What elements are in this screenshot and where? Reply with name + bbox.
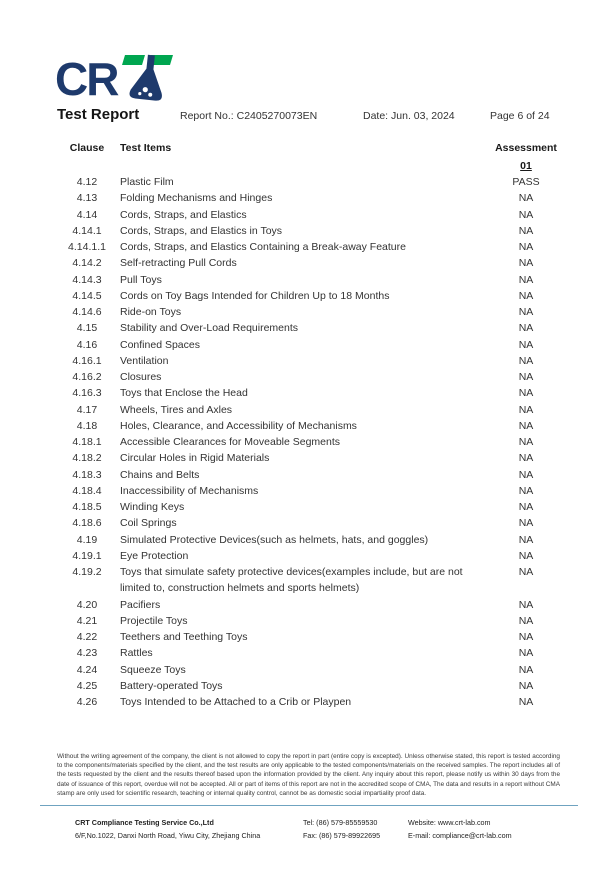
item-cell: Pull Toys — [120, 273, 162, 286]
table-row — [57, 369, 560, 385]
table-row — [57, 613, 560, 629]
item-cell: Squeeze Toys — [120, 663, 186, 676]
table-row — [57, 548, 560, 564]
assessment-cell: NA — [518, 436, 534, 448]
clause-cell: 4.23 — [76, 647, 98, 660]
item-cell: Ventilation — [120, 354, 169, 367]
clause-cell: 4.14.1 — [72, 224, 102, 237]
clause-cell: 4.16.2 — [72, 371, 102, 383]
table-row — [57, 402, 560, 418]
clause-cell: 4.19.1 — [72, 549, 102, 562]
assessment-cell: NA — [518, 289, 534, 302]
table-row — [57, 450, 560, 466]
assessment-cell: NA — [518, 273, 534, 286]
assessment-sample-number: 01 — [520, 160, 532, 172]
assessment-cell: NA — [518, 663, 534, 676]
clause-cell: 4.14.1.1 — [68, 241, 106, 253]
footer-web-block — [408, 817, 512, 842]
clause-cell: 4.18.4 — [72, 484, 102, 497]
clause-cell: 4.14.3 — [72, 273, 102, 286]
clause-cell: 4.18.6 — [72, 517, 102, 530]
item-cell: Ride-on Toys — [120, 306, 182, 318]
clause-cell: 4.24 — [76, 663, 98, 676]
table-header-row — [57, 141, 560, 156]
assessment-cell: NA — [518, 338, 534, 351]
clause-cell: 4.18.3 — [72, 468, 102, 481]
item-cell: Closures — [120, 371, 162, 383]
flask-logo-icon — [121, 54, 177, 106]
assessment-cell: NA — [518, 354, 534, 367]
item-cell: Cords, Straps, and Elastics Containing a Break-away Feature — [120, 241, 406, 253]
table-row — [57, 304, 560, 320]
report-date: Date: Jun. 03, 2024 — [363, 110, 455, 122]
item-cell: Wheels, Tires and Axles — [120, 403, 233, 416]
clause-cell: 4.25 — [76, 679, 98, 692]
assessment-cell: NA — [518, 306, 534, 318]
item-cell: Cords, Straps, and Elastics in Toys — [120, 224, 283, 237]
clause-cell: 4.18.5 — [72, 501, 102, 513]
table-row — [57, 662, 560, 678]
assessment-cell: NA — [518, 208, 534, 221]
table-row — [57, 255, 560, 271]
clause-cell: 4.14.2 — [72, 257, 102, 270]
table-row — [57, 239, 560, 255]
item-cell: Folding Mechanisms and Hinges — [120, 192, 273, 205]
table-row — [57, 564, 560, 597]
clause-cell: 4.18.1 — [72, 436, 102, 448]
clause-cell: 4.22 — [76, 631, 98, 643]
item-cell: Pacifiers — [120, 598, 161, 611]
table-row — [57, 174, 560, 190]
company-fax: Fax: (86) 579-89922695 — [303, 830, 381, 840]
clause-cell: 4.20 — [76, 598, 98, 611]
clause-cell: 4.17 — [76, 403, 98, 416]
clause-cell: 4.15 — [76, 322, 98, 335]
item-cell: Self-retracting Pull Cords — [120, 257, 237, 270]
item-cell: Cords, Straps, and Elastics — [120, 208, 247, 221]
item-cell: Rattles — [120, 647, 153, 660]
footer-company-block — [75, 817, 303, 842]
clause-cell: 4.14.5 — [72, 289, 102, 302]
disclaimer-text: Without the writing agreement of the company, the client is not allowed to copy the report in part (entire copy is excepted). Unless otherwise stated, this report is tested according to the components/materials specified by the client, and the test results are only applicable to the tested components/materials on the received samples. The report includes all of the tests requested by the client and the results thereof based upon the information provided by the client. Any inquiry about this report, please notify us within 30 days from the date of issuance of this report, overdue will not be accepted. All or part of items of this report are not in the accredited scope of CMA, The data and results in a report without CMA stamp are only used for scientific research, teaching or internal quality control, cannot be as domestic social impartiality proof data. — [57, 753, 560, 797]
clause-cell: 4.18.2 — [72, 452, 102, 465]
item-cell: Toys Intended to be Attached to a Crib or Playpen — [120, 696, 352, 708]
table-row — [57, 288, 560, 304]
item-cell: Chains and Belts — [120, 468, 200, 481]
table-row — [57, 515, 560, 531]
footer-divider — [40, 805, 578, 806]
company-email: E-mail: compliance@crt-lab.com — [408, 830, 512, 840]
clause-cell: 4.21 — [76, 614, 98, 627]
clause-cell: 4.16.1 — [72, 354, 102, 367]
footer-contact-block — [303, 817, 380, 842]
item-cell: Plastic Film — [120, 176, 174, 188]
assessment-cell: NA — [518, 566, 534, 578]
assessment-cell: NA — [518, 517, 534, 530]
item-cell: Cords on Toy Bags Intended for Children Up to 18 Months — [120, 289, 390, 302]
assessment-subheader-row — [57, 156, 560, 174]
assessment-cell: NA — [518, 647, 534, 660]
company-website: Website: www.crt-lab.com — [408, 818, 491, 827]
clause-cell: 4.18 — [76, 419, 98, 432]
table-row — [57, 190, 560, 206]
clause-cell: 4.14.6 — [72, 306, 102, 318]
assessment-cell: NA — [518, 224, 534, 237]
table-row — [57, 418, 560, 434]
company-name: CRT Compliance Testing Service Co.,Ltd — [75, 818, 214, 827]
item-cell: Battery-operated Toys — [120, 679, 223, 692]
table-row — [57, 645, 560, 661]
item-cell: Eye Protection — [120, 549, 189, 562]
assessment-cell: NA — [518, 241, 534, 253]
test-items-table — [57, 141, 560, 710]
column-header-clause: Clause — [69, 142, 105, 154]
page-title: Test Report — [57, 106, 140, 123]
item-cell: Projectile Toys — [120, 614, 188, 627]
table-row — [57, 207, 560, 223]
clause-cell: 4.19.2 — [72, 566, 102, 578]
column-header-test-items: Test Items — [120, 142, 172, 154]
crt-logo-letters: CR — [55, 53, 118, 105]
assessment-cell: NA — [518, 598, 534, 611]
assessment-cell: NA — [518, 322, 534, 335]
item-cell: Accessible Clearances for Moveable Segments — [120, 436, 341, 448]
item-cell: Stability and Over-Load Requirements — [120, 322, 299, 335]
assessment-cell: NA — [518, 468, 534, 481]
item-cell: Simulated Protective Devices(such as helmets, hats, and goggles) — [120, 533, 429, 546]
clause-cell: 4.16 — [76, 338, 98, 351]
table-row — [57, 629, 560, 645]
company-address: 6/F,No.1022, Danxi North Road, Yiwu City, Zhejiang China — [75, 830, 261, 840]
item-cell: Circular Holes in Rigid Materials — [120, 452, 270, 465]
report-number: Report No.: C2405270073EN — [180, 110, 318, 122]
table-body — [57, 174, 560, 710]
item-cell: Teethers and Teething Toys — [120, 631, 248, 643]
table-row — [57, 337, 560, 353]
table-row — [57, 434, 560, 450]
table-row — [57, 353, 560, 369]
clause-cell: 4.13 — [76, 192, 98, 205]
table-row — [57, 597, 560, 613]
table-row — [57, 678, 560, 694]
column-header-assessment: Assessment — [495, 142, 557, 154]
assessment-cell: NA — [518, 631, 534, 643]
assessment-cell: NA — [518, 501, 534, 513]
assessment-cell: NA — [518, 549, 534, 562]
assessment-cell: NA — [518, 679, 534, 692]
assessment-cell: PASS — [512, 176, 540, 188]
item-cell: Inaccessibility of Mechanisms — [120, 484, 259, 497]
assessment-cell: NA — [518, 257, 534, 270]
table-row — [57, 499, 560, 515]
clause-cell: 4.16.3 — [72, 387, 102, 400]
item-cell: Confined Spaces — [120, 338, 200, 351]
clause-cell: 4.14 — [76, 208, 98, 221]
assessment-cell: NA — [518, 696, 534, 708]
assessment-cell: NA — [518, 371, 534, 383]
clause-cell: 4.26 — [76, 696, 98, 708]
page-indicator: Page 6 of 24 — [490, 110, 550, 122]
item-cell: Toys that simulate safety protective devices(examples include, but are not limited to, construction helmets and sports helmets) — [120, 566, 463, 595]
assessment-cell: NA — [518, 403, 534, 416]
table-row — [57, 483, 560, 499]
assessment-cell: NA — [518, 452, 534, 465]
item-cell: Coil Springs — [120, 517, 177, 530]
table-row — [57, 467, 560, 483]
item-cell: Holes, Clearance, and Accessibility of Mechanisms — [120, 419, 357, 432]
assessment-cell: NA — [518, 192, 534, 205]
assessment-cell: NA — [518, 533, 534, 546]
table-row — [57, 694, 560, 710]
clause-cell: 4.12 — [76, 176, 98, 188]
table-row — [57, 532, 560, 548]
assessment-cell: NA — [518, 484, 534, 497]
table-row — [57, 385, 560, 401]
assessment-cell: NA — [518, 614, 534, 627]
company-tel: Tel: (86) 579-85559530 — [303, 818, 378, 827]
assessment-cell: NA — [518, 387, 534, 400]
item-cell: Toys that Enclose the Head — [120, 387, 248, 400]
clause-cell: 4.19 — [76, 533, 98, 546]
assessment-cell: NA — [518, 419, 534, 432]
item-cell: Winding Keys — [120, 501, 185, 513]
table-row — [57, 320, 560, 336]
table-row — [57, 223, 560, 239]
table-row — [57, 272, 560, 288]
